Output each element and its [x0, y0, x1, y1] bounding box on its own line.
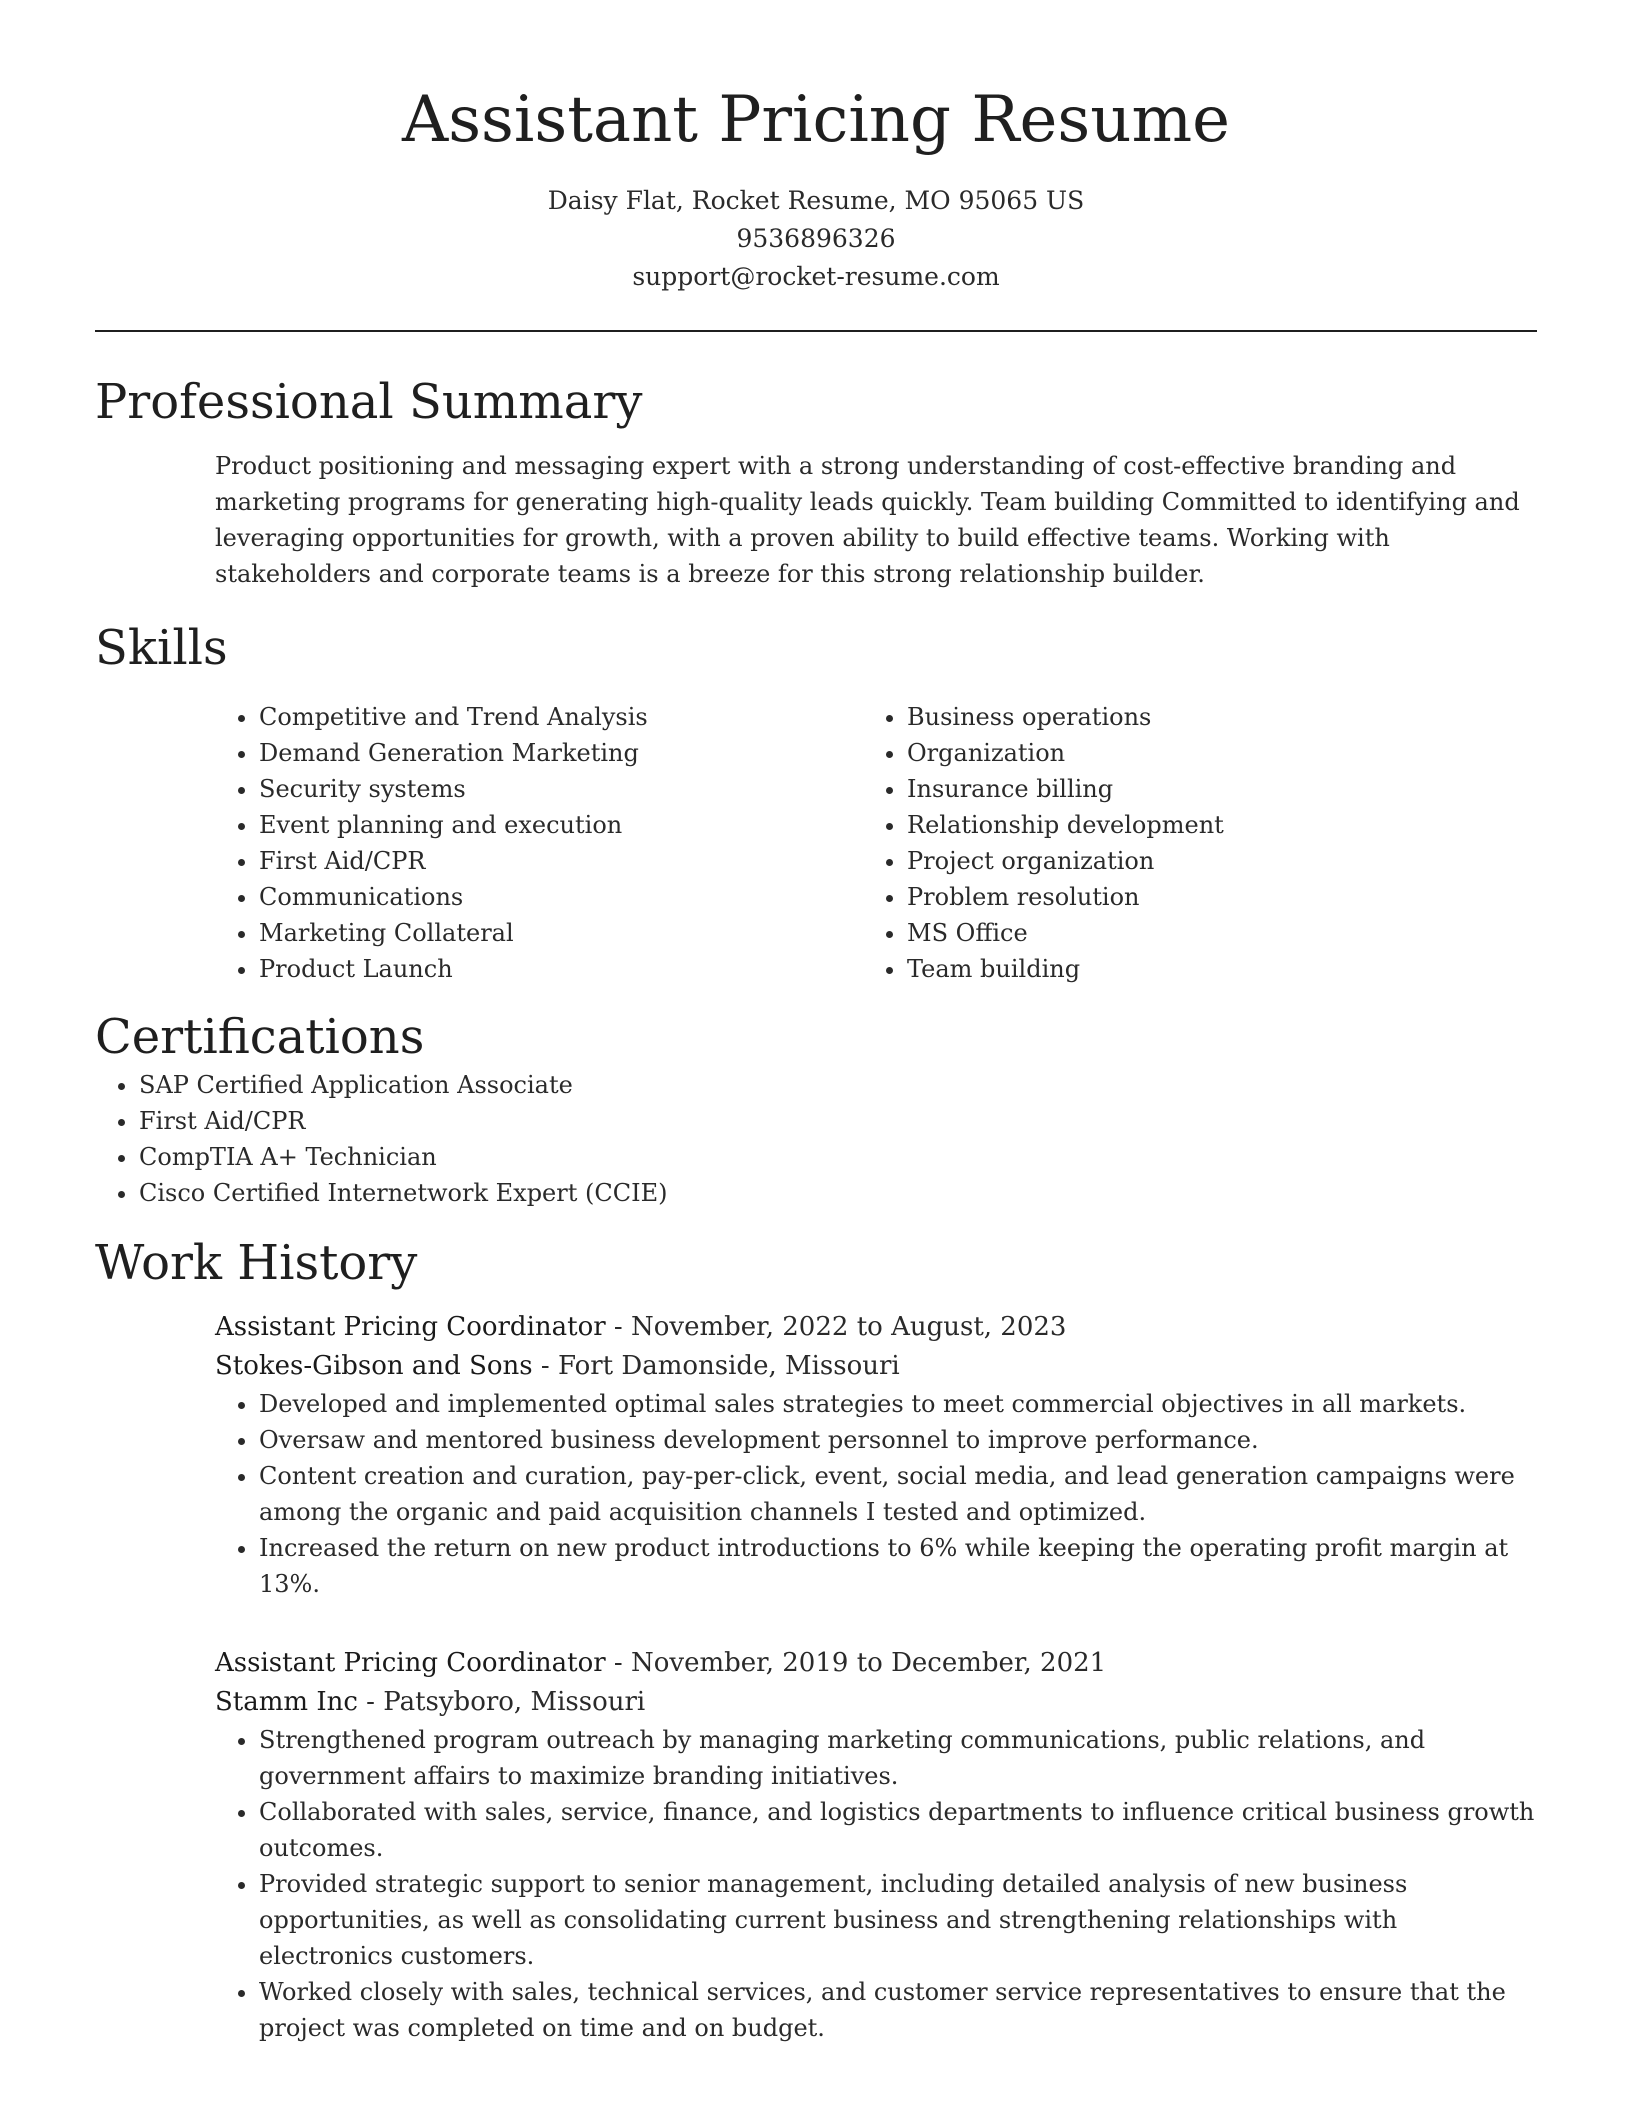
job-title-line	[215, 1644, 1537, 1683]
skill-item: • Insurance billing	[907, 771, 1537, 807]
skills-list-right	[863, 699, 1537, 987]
certifications-section	[95, 1009, 1537, 1211]
job-bullets	[215, 1722, 1537, 2046]
contact-email: support@rocket-resume.com	[632, 262, 1000, 291]
job-bullet: • Content creation and curation, pay-per-click, event, social media, and lead generation campaigns were among the organic and paid acquisition channels I tested and optimized.	[259, 1458, 1537, 1530]
contact-phone: 9536896326	[736, 224, 896, 253]
section-heading-summary: Professional Summary	[95, 374, 643, 430]
skill-item: • Communications	[259, 879, 863, 915]
certifications-list	[95, 1067, 1537, 1211]
job-separator: -	[605, 1312, 631, 1343]
certification-item: • Cisco Certified Internetwork Expert (CCIE)	[139, 1175, 1537, 1211]
resume-title: Assistant Pricing Resume	[401, 83, 1231, 157]
section-heading-certifications: Certifications	[95, 1009, 425, 1066]
job-title: Assistant Pricing Coordinator	[215, 1648, 606, 1679]
skill-item: • Demand Generation Marketing	[259, 735, 863, 771]
skill-item: • Project organization	[907, 843, 1537, 879]
skill-item: • Team building	[907, 951, 1537, 987]
skills-list-left	[215, 699, 863, 987]
skill-item: • Competitive and Trend Analysis	[259, 699, 863, 735]
job-bullet: • Worked closely with sales, technical services, and customer service representatives to ensure that the project was completed on time and on budget.	[259, 1974, 1537, 2046]
job-bullet: • Strengthened program outreach by managing marketing communications, public relations, and government affairs to maximize branding initiatives.	[259, 1722, 1537, 1794]
section-heading-skills: Skills	[95, 619, 228, 676]
job-separator: -	[532, 1351, 558, 1382]
job-company: Stokes-Gibson and Sons	[215, 1351, 533, 1382]
skill-item: • Organization	[907, 735, 1537, 771]
header-divider	[95, 330, 1537, 332]
job-bullet: • Provided strategic support to senior management, including detailed analysis of new business opportunities, as well as consolidating current business and strengthening relationships with electronics customers.	[259, 1866, 1537, 1974]
job-separator: -	[605, 1648, 631, 1679]
professional-summary-section	[95, 374, 1537, 592]
job-entry	[215, 1308, 1537, 1602]
job-entry	[215, 1644, 1537, 2046]
work-history-section	[95, 1235, 1537, 2047]
skills-grid	[215, 699, 1537, 987]
certification-item: • SAP Certified Application Associate	[139, 1067, 1537, 1103]
job-bullet: • Oversaw and mentored business development personnel to improve performance.	[259, 1422, 1537, 1458]
skill-item: • Security systems	[259, 771, 863, 807]
job-bullet: • Increased the return on new product introductions to 6% while keeping the operating profit margin at 13%.	[259, 1530, 1537, 1602]
job-location: Fort Damonside, Missouri	[557, 1351, 900, 1382]
skill-item: • Product Launch	[259, 951, 863, 987]
job-bullet: • Developed and implemented optimal sales strategies to meet commercial objectives in all markets.	[259, 1386, 1537, 1422]
job-separator: -	[357, 1687, 384, 1718]
job-title: Assistant Pricing Coordinator	[215, 1312, 606, 1343]
job-company-line	[215, 1683, 1537, 1722]
job-dates: November, 2022 to August, 2023	[631, 1312, 1067, 1343]
job-company: Stamm Inc	[215, 1687, 358, 1718]
section-heading-work-history: Work History	[95, 1234, 418, 1291]
skill-item: • Marketing Collateral	[259, 915, 863, 951]
contact-address: Daisy Flat, Rocket Resume, MO 95065 US	[547, 186, 1085, 215]
skill-item: • Relationship development	[907, 807, 1537, 843]
skills-section	[95, 620, 1537, 988]
skill-item: • MS Office	[907, 915, 1537, 951]
certification-item: • CompTIA A+ Technician	[139, 1139, 1537, 1175]
job-location: Patsyboro, Missouri	[383, 1687, 646, 1718]
summary-text: Product positioning and messaging expert with a strong understanding of cost-effective branding and marketing programs for generating high-quality leads quickly. Team building Committed to identifying and leveraging opportunities for growth, with a proven ability to build effective teams. Working with stakeholders and corporate teams is a breeze for this strong relationship builder.	[215, 451, 1520, 588]
job-title-line	[215, 1308, 1537, 1347]
contact-block	[95, 182, 1537, 296]
skill-item: • Event planning and execution	[259, 807, 863, 843]
skill-item: • Business operations	[907, 699, 1537, 735]
certification-item: • First Aid/CPR	[139, 1103, 1537, 1139]
job-dates: November, 2019 to December, 2021	[631, 1648, 1107, 1679]
skill-item: • First Aid/CPR	[259, 843, 863, 879]
job-company-line	[215, 1347, 1537, 1386]
skill-item: • Problem resolution	[907, 879, 1537, 915]
job-bullets	[215, 1386, 1537, 1602]
job-bullet: • Collaborated with sales, service, finance, and logistics departments to influence critical business growth outcomes.	[259, 1794, 1537, 1866]
